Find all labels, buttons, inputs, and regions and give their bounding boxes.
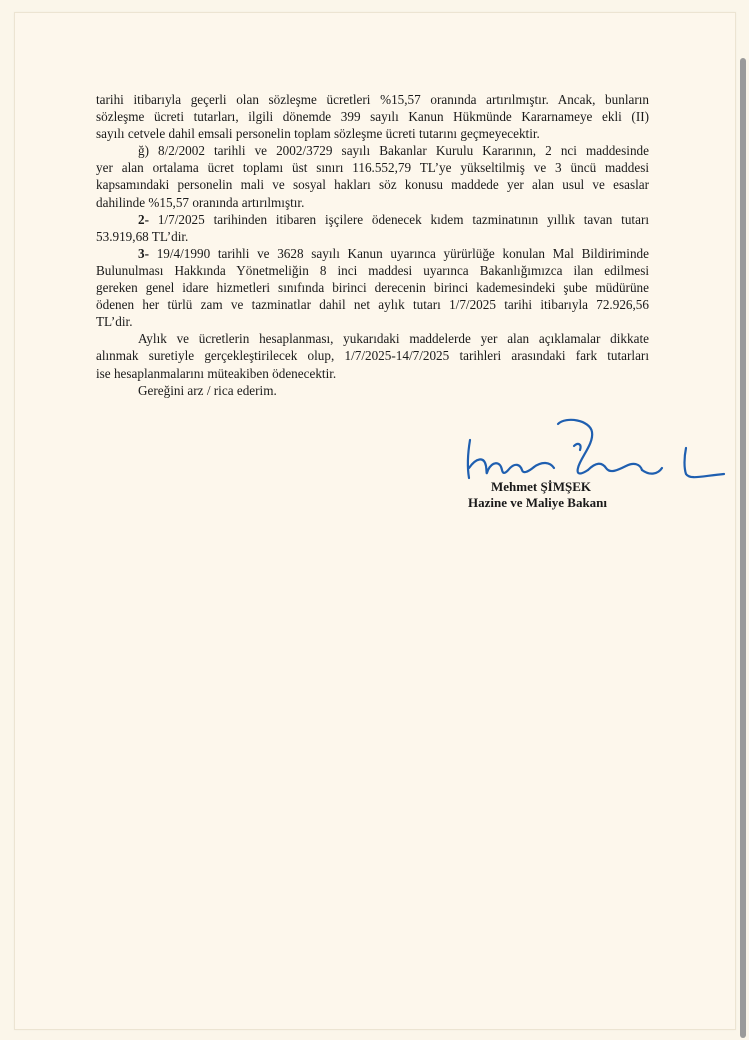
item-3-line	[96, 245, 649, 262]
item-number: 3-	[138, 245, 149, 261]
body-line: Bulunulması Hakkında Yönetmeliğin 8 inci maddesi uyarınca Bakanlığımızca ilan edilmesi	[96, 262, 649, 278]
body-line: kapsamındaki personelin mali ve sosyal hakları söz konusu maddede yer alan usul ve esaslar	[96, 177, 649, 193]
signatory-name: Mehmet ŞİMŞEK	[491, 479, 592, 494]
body-line: dahilinde %15,57 oranında artırılmıştır.	[96, 194, 305, 210]
body-line: ödenen her türlü zam ve tazminatlar dahil net aylık tutarı 1/7/2025 tarihi itibarıyla 72.926,56	[96, 297, 649, 313]
body-line: tarihi itibarıyla geçerli olan sözleşme ücretleri %15,57 oranında artırılmıştır. Ancak, bunların	[96, 92, 649, 107]
body-line: yer alan ortalama ücret toplamı üst sınırı 116.552,79 TL’ye yükseltilmiş ve 3 üncü maddesi	[96, 160, 649, 176]
body-line: sayılı cetvele dahil emsali personelin toplam sözleşme ücreti tutarını geçmeyecektir.	[96, 126, 540, 142]
body-line: 53.919,68 TL’dir.	[96, 228, 189, 244]
body-line: gereken genel idare hizmetleri sınıfında birinci derecenin birinci kademesindeki şube müdürüne	[96, 280, 649, 296]
item-2-line	[96, 211, 649, 228]
signatory-title: Hazine ve Maliye Bakanı	[468, 495, 608, 510]
body-line: ğ) 8/2/2002 tarihli ve 2002/3729 sayılı Bakanlar Kurulu Kararının, 2 nci maddesinde	[138, 143, 649, 159]
closing-line: Gereğini arz / rica ederim.	[138, 382, 277, 398]
item-number: 2-	[138, 211, 149, 227]
body-line: alınmak suretiyle gerçekleştirilecek olup, 1/7/2025-14/7/2025 tarihleri arasındaki fark tutarları	[96, 348, 649, 364]
body-line: TL’dir.	[96, 314, 133, 330]
body-line: 1/7/2025 tarihinden itibaren işçilere ödenecek kıdem tazminatının yıllık tavan tutarı	[149, 211, 649, 227]
body-line: 19/4/1990 tarihli ve 3628 sayılı Kanun uyarınca yürürlüğe konulan Mal Bildiriminde	[149, 245, 649, 261]
body-line: Aylık ve ücretlerin hesaplanması, yukarıdaki maddelerde yer alan açıklamalar dikkate	[138, 331, 649, 347]
scrollbar[interactable]	[740, 58, 746, 1038]
body-line: ise hesaplanmalarını müteakiben ödenecektir.	[96, 365, 337, 381]
body-line: sözleşme ücreti tutarları, ilgili dönemde 399 sayılı Kanun Hükmünde Kararnameye ekli (II)	[96, 109, 649, 125]
document-body	[96, 91, 649, 399]
